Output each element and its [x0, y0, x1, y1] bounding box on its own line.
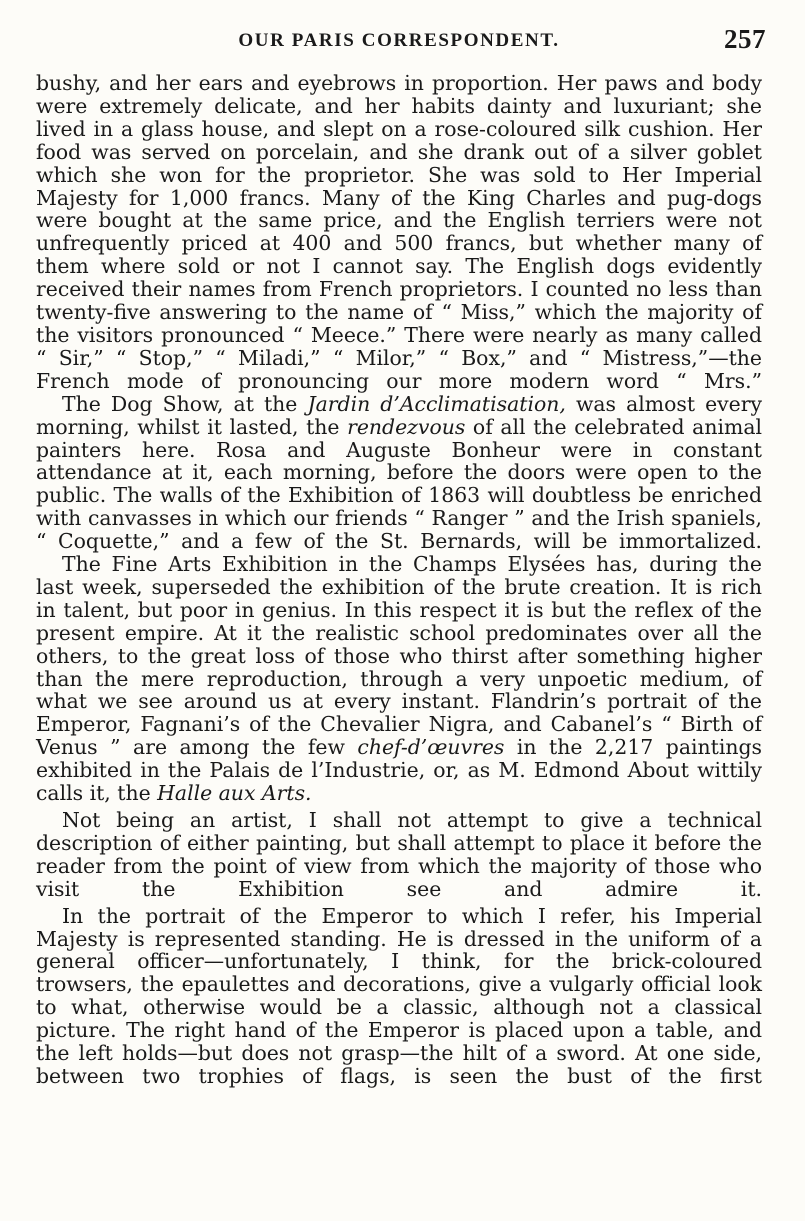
text-run: Not being an artist, I shall not attempt to give a technical description of either painting, but shall attempt to place it before the reader from the point of view from which the majority of those who visit the Exhibition see and admire it. [36, 808, 762, 901]
paragraph [36, 905, 762, 1088]
italic-text-run: Jardin d’Acclimatisation, [307, 391, 566, 416]
running-head [36, 24, 766, 72]
text-run: of all the celebrated animal painters here. Rosa and Auguste Bonheur were in constant attendance at it, each morning, before the doors were open to the public. The walls of the Exhibition of 1863 will doubtless be enriched with canvasses in which our friends “ Ranger ” and the Irish spaniels, “ Coquette,” and a few of the St. Bernards, will be immortalized. [36, 414, 762, 554]
paragraph [36, 72, 762, 393]
italic-text-run: Halle aux Arts. [157, 781, 312, 806]
text-run: The Dog Show, at the [62, 391, 308, 416]
text-run: in the 2,217 paintings exhibited in the Palais de l’Industrie, or, as M. Edmond About wittily calls it, the [36, 735, 762, 806]
paragraph [36, 553, 762, 805]
body-text [36, 72, 762, 1088]
text-run: In the portrait of the Emperor to which I refer, his Imperial Majesty is represented standing. He is dressed in the uniform of a general officer—unfortunately, I think, for the brick-coloured trowsers, the epaulettes and decorations, give a vulgarly official look to what, otherwise would be a classic, although not a classical picture. The right hand of the Emperor is placed upon a table, and the left holds—but does not grasp—the hilt of a sword. At one side, between two trophies of flags, is seen the bust of the first [36, 903, 762, 1088]
text-run: bushy, and her ears and eyebrows in proportion. Her paws and body were extremely delicate, and her habits dainty and luxuriant; she lived in a glass house, and slept on a rose-coloured silk cushion. Her food was served on porcelain, and she drank out of a silver goblet which she won for the proprietor. She was sold to Her Imperial Majesty for 1,000 francs. Many of the King Charles and pug-dogs were bought at the same price, and the English terriers were not unfrequently priced at 400 and 500 francs, but whether many of them where sold or not I cannot say. The English dogs evidently received their names from French proprietors. I counted no less than twenty-five answering to the name of “ Miss,” which the majority of the visitors pronounced “ Meece.” There were nearly as many called “ Sir,” “ Stop,” “ Miladi,” “ Milor,” “ Box,” and “ Mistress,”—the French mode of pronouncing our more modern word “ Mrs.” [36, 71, 762, 393]
book-page [36, 24, 766, 1088]
paragraph [36, 393, 762, 553]
page-number: 257 [724, 24, 766, 54]
text-run: The Fine Arts Exhibition in the Champs Elysées has, during the last week, superseded the exhibition of the brute creation. It is rich in talent, but poor in genius. In this respect it is but the reflex of the present empire. At it the realistic school predominates over all the others, to the great loss of those who thirst after something higher than the mere reproduction, through a very unpoetic medium, of what we see around us at every instant. Flandrin’s portrait of the Emperor, Fagnani’s of the Chevalier Nigra, and Cabanel’s “ Birth of Venus ” are among the few [36, 552, 762, 760]
running-title: OUR PARIS CORRESPONDENT. [238, 30, 560, 51]
paragraph [36, 809, 762, 901]
italic-text-run: rendezvous [347, 414, 466, 439]
text-run: was almost every morning, whilst it lasted, the [36, 391, 763, 439]
italic-text-run: chef-d’œuvres [357, 735, 505, 760]
